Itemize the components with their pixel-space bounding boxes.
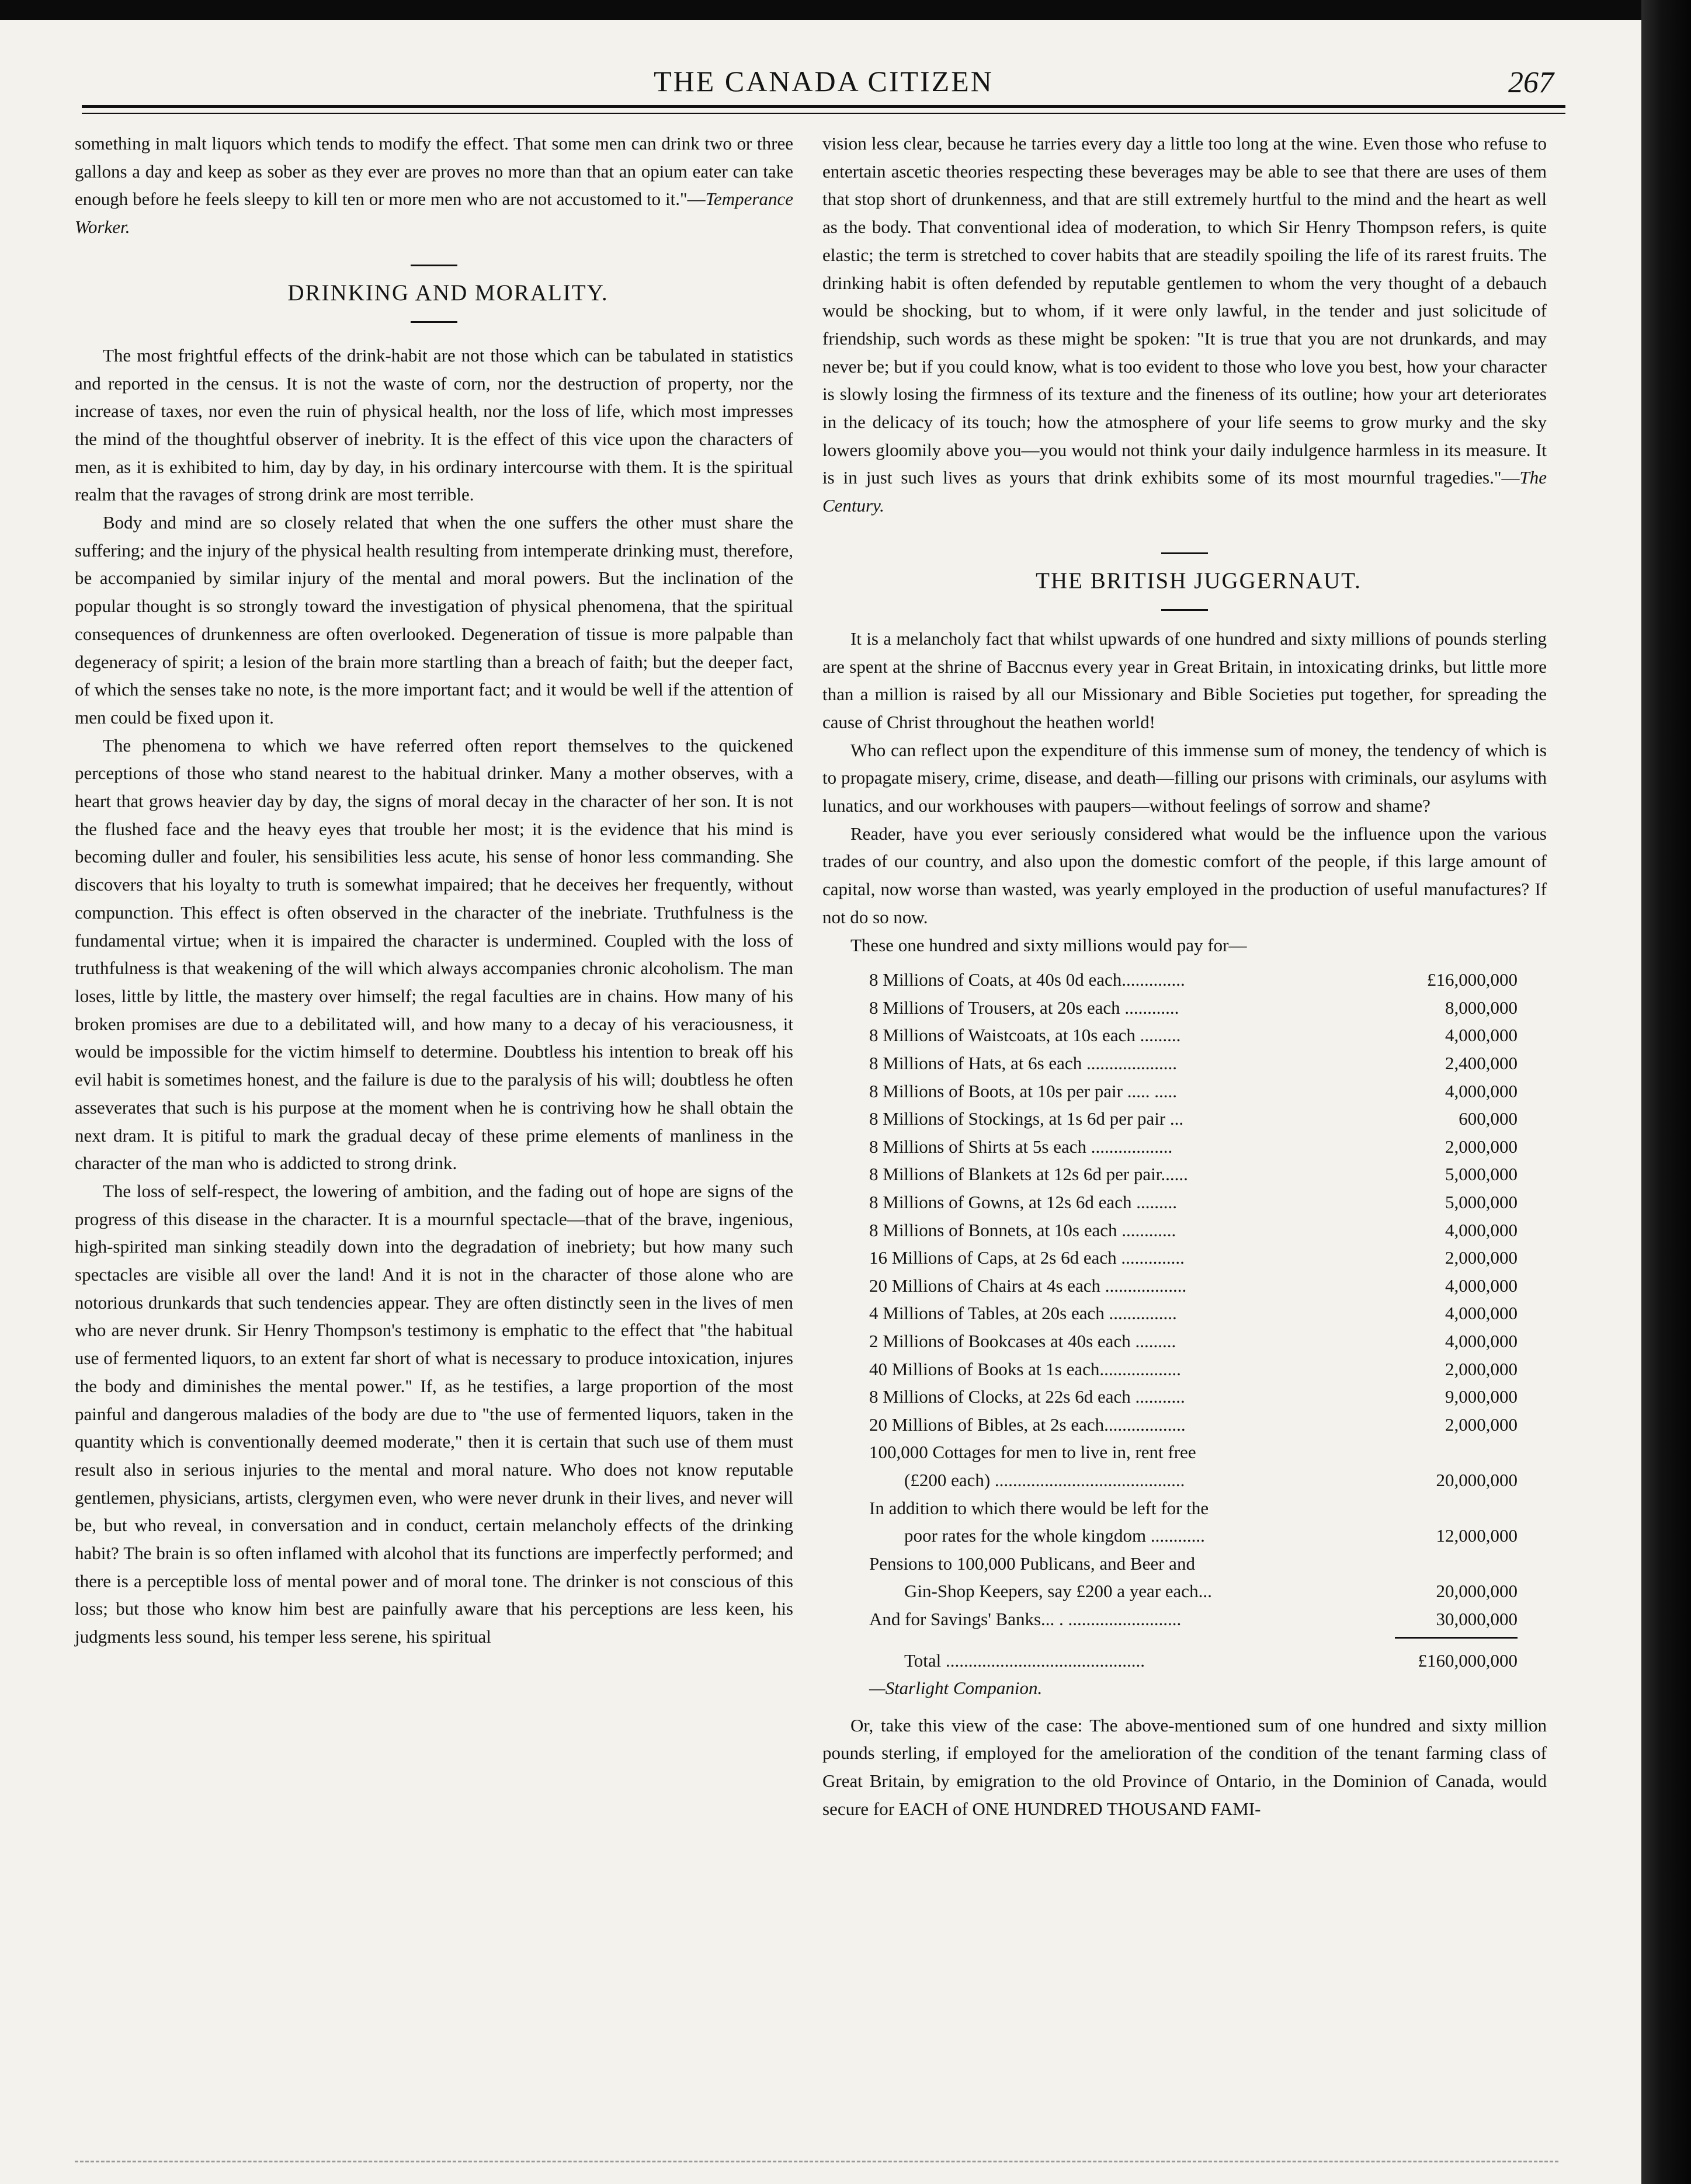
table-item: 8 Millions of Shirts at 5s each .................. [869,1136,1173,1157]
table-row [869,1077,1518,1105]
paragraph: The loss of self-respect, the lowering of ambition, and the fading out of hope are signs of the progress of this disease in the character. It is a mournful spectacle—that of the brave, ingenious, high-spirited man sinking steadily down into the degradation of inebriety; but how many such spectacles are visible all over the land! And it is not in the character of those alone who are notorious drunkards that such tendencies appear. They are often distinctly seen in the lives of men who are never drunk. Sir Henry Thompson's testimony is emphatic to the effect that "the habitual use of fermented liquors, to an extent far short of what is necessary to produce intoxication, injures the body and diminishes the mental power." If, as he testifies, a large proportion of the most painful and dangerous maladies of the body are due to "the use of fermented liquors, taken in the quantity which is conventionally deemed moderate," then it is certain that such use of them must result also in serious injuries to the mental and moral nature. Who does not know reputable gentlemen, physicians, artists, clergymen even, who were never drunk in their lives, and never will be, but who reveal, in conversation and in conduct, certain melancholy effects of the drinking habit? The brain is so often inflamed with alcohol that its functions are imperfectly performed; and there is a perceptible loss of mental power and of moral tone. The drinker is not conscious of this loss; but those who know him best are painfully aware that his perceptions are less keen, his judgments less sound, his temper less serene, his spiritual [75,1180,793,1647]
article-title-british-juggernaut: THE BRITISH JUGGERNAUT. [1036,568,1362,593]
table-row [869,1438,1518,1466]
table-attribution: —Starlight Companion. [869,1678,1043,1699]
publication-title: THE CANADA CITIZEN [654,65,994,98]
table-item: 16 Millions of Caps, at 2s 6d each .............. [869,1247,1185,1268]
paragraph: It is a melancholy fact that whilst upwards of one hundred and sixty millions of pounds sterling are spent at the shrine of Baccnus every year in Great Britain, in intoxicating drinks, but little more than a million is raised by all our Missionary and Bible Societies put together, for spreading the cause of Christ throughout the heathen world! [822,628,1547,732]
right-column [822,130,1547,1823]
table-value [1395,1550,1518,1578]
table-value [1395,1438,1518,1466]
table-value: 4,000,000 [1445,1025,1518,1046]
table-item: poor rates for the whole kingdom ............ [904,1525,1205,1546]
spacer [822,1702,1547,1712]
total-block [869,1637,1518,1702]
spacer [822,520,1547,552]
table-row [869,966,1518,994]
table-value: 8,000,000 [1445,997,1518,1018]
table-row [869,1188,1518,1216]
table-value: 600,000 [1459,1108,1518,1129]
table-item: 100,000 Cottages for men to live in, rent free [869,1442,1196,1463]
closing-paragraph: Or, take this view of the case: The above-mentioned sum of one hundred and sixty million pounds sterling, if employed for the amelioration of the condition of the tenant farming class of Great Britain, by emigration to the old Province of Ontario, in the Dominion of Canada, would secure for EACH of ONE HUNDRED THOUSAND FAMI- [822,1714,1547,1819]
table-value [1395,1494,1518,1522]
table-value: 5,000,000 [1445,1192,1518,1213]
spacer [822,599,1547,609]
continued-text: something in malt liquors which tends to modify the effect. That some men can drink two or three gallons a day and keep as sober as they ever are proves no more than that an opium eater can take enough before he feels sleepy to kill ten or more men who are not accustomed to it."— [75,133,793,210]
table-item: 8 Millions of Waistcoats, at 10s each ......... [869,1025,1181,1046]
table-row [869,1550,1518,1578]
spacer [75,323,793,342]
table-row [869,1522,1518,1550]
table-row [869,1216,1518,1244]
table-value: 9,000,000 [1445,1386,1518,1407]
table-value: 2,000,000 [1445,1358,1518,1379]
continued-article-text [75,130,793,241]
table-row [869,1494,1518,1522]
table-value: 2,000,000 [1445,1136,1518,1157]
table-value: £16,000,000 [1427,969,1518,990]
table-item: Gin-Shop Keepers, say £200 a year each... [904,1581,1212,1602]
total-rule [1395,1637,1518,1639]
table-item: 8 Millions of Hats, at 6s each .................... [869,1053,1177,1074]
continued-attribution: Temperance Worker. [75,189,793,238]
left-column [75,130,793,1651]
table-row [869,1105,1518,1133]
table-item: 8 Millions of Clocks, at 22s 6d each ........... [869,1386,1185,1407]
table-row [869,1272,1518,1300]
paragraph: The phenomena to which we have referred often report themselves to the quickened perceptions of those who stand nearest to the habitual drinker. Many a mother observes, with a heart that grows heavier day by day, the signs of moral decay in the character of her son. It is not the flushed face and the heavy eyes that trouble her most; it is the evidence that his mind is becoming duller and fouler, his sensibilities less acute, his sense of honor less commanding. She discovers that his loyalty to truth is somewhat impaired; that he deceives her frequently, without compunction. This effect is often observed in the character of the inebriate. Truthfulness is the fundamental virtue; when it is impaired the character is undermined. Coupled with the loss of truthfulness is that weakening of the will which always accompanies chronic alcoholism. The man loses, little by little, the mastery over himself; the regal faculties are in chains. How many of his broken promises are due to a debilitated will, and how many to a decay of his veraciousness, it would be impossible for the victim himself to determine. Doubtless his intention to break off his evil habit is sometimes honest, and the failure is due to the paralysis of his will; doubtless he often asseverates that such is his purpose at the moment when he is contriving how he shall obtain the next dram. It is pitiful to mark the gradual decay of these prime elements of manliness in the character of the man who is addicted to strong drink. [75,735,793,1174]
continued-article-text [822,130,1547,520]
paragraph: Reader, have you ever seriously considered what would be the influence upon the various trades of our country, and also upon the domestic comfort of the people, if this large amount of capital, now worse than wasted, was yearly employed in the production of useful manufactures? If not do so now. [822,823,1547,927]
table-item: In addition to which there would be left for the [869,1497,1209,1518]
table-row [869,1466,1518,1494]
table-row [869,1244,1518,1272]
continued-text: vision less clear, because he tarries every day a little too long at the wine. Even those who refuse to entertain ascetic theories respecting these beverages may be able to see that there are uses of them that stop short of drunkenness, and that are still extremely hurtful to the mind and the heart as well as the body. That conventional idea of moderation, to which Sir Henry Thompson refers, is quite elastic; the term is stretched to cover habits that are steadily spoiling the life of its rarest fruits. The drinking habit is often defended by reputable gentlemen to whom the very thought of a debauch would be shocking, but to whom, if it were only lawful, in the tender and just solicitude of friendship, such words as these might be spoken: "It is true that you are not drunkards, and may never be; but if you could know, what is too evident to those who love you best, how your character is slowly losing the firmness of its texture and the fineness of its outline; how your art deteriorates in the delicacy of its touch; how the atmosphere of your life seems to grow murky and the sky lowers gloomily above you—you would not think your daily indulgence harmless in its measure. It is in just such lives as yours that drink exhibits some of its most mournful tragedies."— [822,133,1547,488]
table-intro: These one hundred and sixty millions would pay for— [850,934,1247,955]
table-row [869,1049,1518,1077]
table-value: 4,000,000 [1445,1219,1518,1240]
table-value: 2,000,000 [1445,1247,1518,1268]
table-item: 8 Millions of Gowns, at 12s 6d each ......... [869,1192,1177,1213]
table-row [869,1355,1518,1383]
page-header [82,58,1565,111]
table-value: 2,000,000 [1445,1414,1518,1435]
total-value: £160,000,000 [1418,1650,1518,1671]
table-row [869,1605,1518,1633]
table-item: 20 Millions of Chairs at 4s each .................. [869,1275,1187,1296]
table-row [869,1299,1518,1327]
scan-top-edge [0,0,1691,20]
article-title-drinking-morality: DRINKING AND MORALITY. [287,280,609,305]
table-value: 2,400,000 [1445,1053,1518,1074]
table-item: 20 Millions of Bibles, at 2s each.................. [869,1414,1186,1435]
paragraph: The most frightful effects of the drink-habit are not those which can be tabulated in statistics and reported in the census. It is not the waste of corn, nor the destruction of property, nor the increase of taxes, nor even the ruin of physical health, nor the loss of life, which most impresses the mind of the thoughtful observer of inebrity. It is the effect of this vice upon the characters of men, as it is exhibited to him, day by day, in his ordinary intercourse with them. It is the spiritual realm that the ravages of strong drink are most terrible. [75,345,793,505]
spacer [822,554,1547,564]
table-item: 8 Millions of Bonnets, at 10s each ............ [869,1219,1176,1240]
table-item: (£200 each) .......................................... [904,1469,1185,1490]
page-bottom-edge [75,2161,1558,2162]
table-row [869,1327,1518,1355]
table-value: 4,000,000 [1445,1331,1518,1351]
total-row [869,1647,1518,1675]
paragraph: Body and mind are so closely related that when the one suffers the other must share the suffering; and the injury of the physical health resulting from intemperate drinking must, therefore, be accompanied by similar injury of the mental and moral powers. But the inclination of the popular thought is so strongly toward the investigation of physical phenomena, that the spiritual consequences of drunkenness are often overlooked. Degeneration of tissue is more palpable than degeneracy of spirit; a lesion of the brain more startling than a breach of faith; but the deeper fact, of which the senses take no note, is the more important fact; and it would be well if the attention of men could be fixed upon it. [75,512,793,728]
table-item: And for Savings' Banks... . ......................... [869,1608,1182,1629]
table-row [869,1160,1518,1188]
table-item: 8 Millions of Blankets at 12s 6d per pair...... [869,1164,1188,1185]
spacer [75,266,793,276]
table-value: 4,000,000 [1445,1303,1518,1324]
page-number: 267 [1508,66,1554,99]
spacer [822,959,1547,966]
table-value: 30,000,000 [1436,1608,1518,1629]
table-item: 8 Millions of Boots, at 10s per pair ..... ..... [869,1080,1177,1101]
table-item: 2 Millions of Bookcases at 40s each ......... [869,1331,1176,1351]
total-label: Total ............................................ [904,1650,1145,1671]
table-item: 8 Millions of Stockings, at 1s 6d per pair ... [869,1108,1184,1129]
table-item: 40 Millions of Books at 1s each.................. [869,1358,1181,1379]
table-value: 12,000,000 [1436,1525,1518,1546]
table-row [869,1021,1518,1049]
table-row [869,1133,1518,1161]
table-value: 20,000,000 [1436,1581,1518,1602]
spacer [822,611,1547,625]
table-value: 4,000,000 [1445,1275,1518,1296]
spacer [75,311,793,321]
table-row [869,1411,1518,1439]
table-row [869,1577,1518,1605]
table-value: 5,000,000 [1445,1164,1518,1185]
table-row [869,1383,1518,1411]
spacer [75,241,793,265]
table-value: 20,000,000 [1436,1469,1518,1490]
table-item: 8 Millions of Coats, at 40s 0d each.............. [869,969,1185,990]
paragraph: Who can reflect upon the expenditure of this immense sum of money, the tendency of which is to propagate misery, crime, disease, and death—filling our prisons with criminals, our asylums with lunatics, and our workhouses with paupers—without feelings of sorrow and shame? [822,739,1547,816]
table-item: 4 Millions of Tables, at 20s each ............... [869,1303,1177,1324]
table-item: Pensions to 100,000 Publicans, and Beer and [869,1553,1195,1574]
table-value: 4,000,000 [1445,1080,1518,1101]
table-row [869,994,1518,1022]
expense-table [869,966,1518,1633]
table-item: 8 Millions of Trousers, at 20s each ............ [869,997,1179,1018]
header-rule [82,105,1565,114]
scan-binding-edge [1641,0,1691,2184]
continued-attribution: The Century. [822,467,1547,516]
